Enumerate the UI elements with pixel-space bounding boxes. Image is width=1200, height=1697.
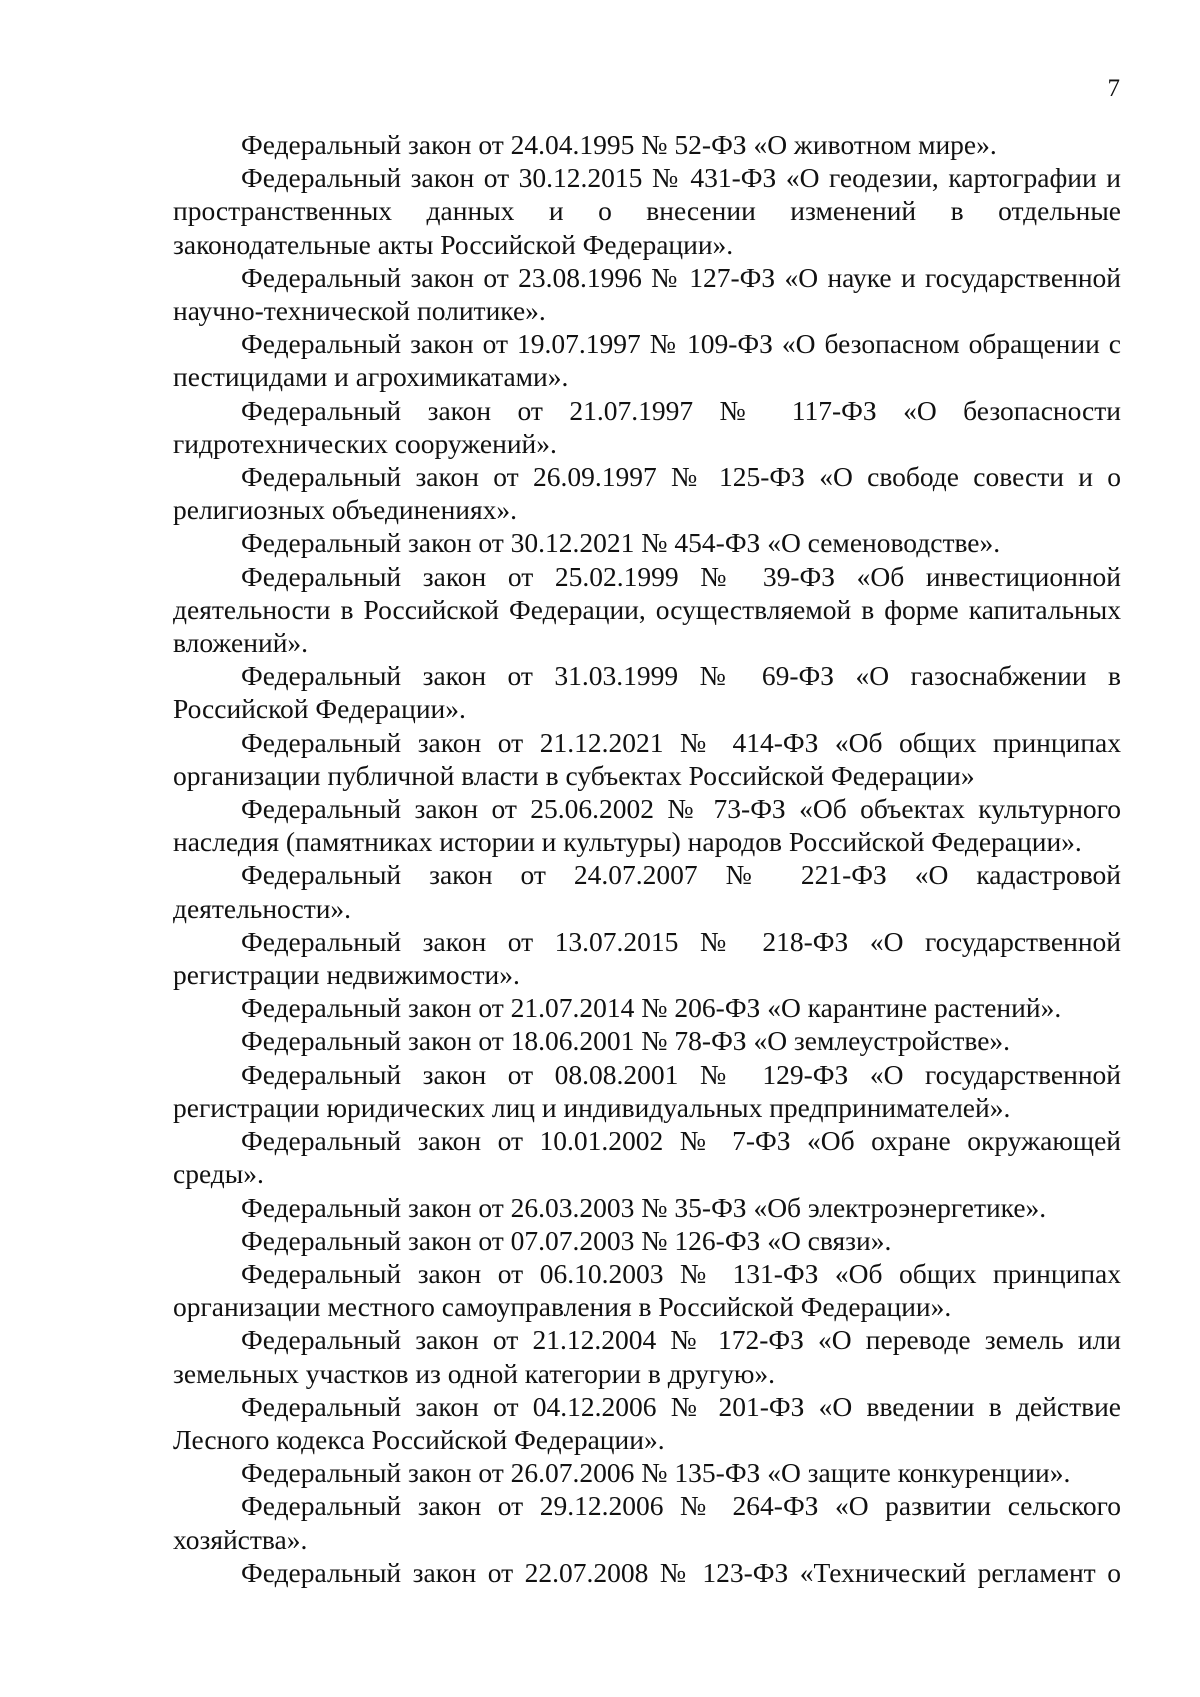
law-item: Федеральный закон от 24.07.2007 № 221-ФЗ «О кадастровой деятельности». xyxy=(173,859,1121,924)
law-item: Федеральный закон от 13.07.2015 № 218-ФЗ «О государственной регистрации недвижимости». xyxy=(173,925,1121,991)
law-item: Федеральный закон от 21.12.2004 № 172-ФЗ «О переводе земель или земельных участков из одной категории в другую». xyxy=(173,1324,1121,1389)
law-item: Федеральный закон от 26.03.2003 № 35-ФЗ «Об электроэнергетике». xyxy=(241,1191,1047,1223)
law-item: Федеральный закон от 18.06.2001 № 78-ФЗ «О землеустройстве». xyxy=(241,1025,1011,1057)
law-item: Федеральный закон от 26.07.2006 № 135-ФЗ «О защите конкуренции». xyxy=(241,1457,1071,1489)
law-item: Федеральный закон от 08.08.2001 № 129-ФЗ «О государственной регистрации юридических лиц и индивидуальных предпринимателей». xyxy=(173,1058,1121,1123)
law-item: Федеральный закон от 06.10.2003 № 131-ФЗ «Об общих принципах организации местного самоуправления в Российской Федерации». xyxy=(173,1257,1121,1323)
law-item: Федеральный закон от 25.02.1999 № 39-ФЗ «Об инвестиционной деятельности в Российской Федерации, осуществляемой в форме капитальных вложений». xyxy=(173,560,1121,659)
law-item: Федеральный закон от 30.12.2021 № 454-ФЗ «О семеноводстве». xyxy=(241,527,1001,559)
law-item: Федеральный закон от 26.09.1997 № 125-ФЗ «О свободе совести и о религиозных объединениях». xyxy=(173,461,1121,526)
law-item: Федеральный закон от 23.08.1996 № 127-ФЗ «О науке и государственной научно-технической политике». xyxy=(173,261,1121,327)
law-item: Федеральный закон от 31.03.1999 № 69-ФЗ «О газоснабжении в Российской Федерации». xyxy=(173,660,1121,725)
law-item: Федеральный закон от 25.06.2002 № 73-ФЗ «Об объектах культурного наследия (памятниках истории и культуры) народов Российской Федерации». xyxy=(173,793,1121,858)
law-item: Федеральный закон от 19.07.1997 № 109-ФЗ «О безопасном обращении с пестицидами и агрохимикатами». xyxy=(173,328,1121,393)
page-number: 7 xyxy=(1107,75,1120,102)
law-list xyxy=(173,128,1121,1589)
law-item: Федеральный закон от 04.12.2006 № 201-ФЗ «О введении в действие Лесного кодекса Российской Федерации». xyxy=(173,1390,1121,1455)
law-item: Федеральный закон от 21.07.1997 № 117-ФЗ «О безопасности гидротехнических сооружений». xyxy=(173,394,1121,459)
law-item: Федеральный закон от 29.12.2006 № 264-ФЗ «О развитии сельского хозяйства». xyxy=(173,1490,1121,1555)
law-item: Федеральный закон от 21.07.2014 № 206-ФЗ «О карантине растений». xyxy=(241,992,1062,1024)
law-item: Федеральный закон от 10.01.2002 № 7-ФЗ «Об охране окружающей среды». xyxy=(173,1125,1121,1190)
law-item: Федеральный закон от 21.12.2021 № 414-ФЗ «Об общих принципах организации публичной власти в субъектах Российской Федерации» xyxy=(173,726,1121,791)
law-item: Федеральный закон от 07.07.2003 № 126-ФЗ «О связи». xyxy=(241,1224,892,1256)
law-item-continued: Федеральный закон от 22.07.2008 № 123-ФЗ «Технический регламент о xyxy=(241,1556,1121,1588)
law-item: Федеральный закон от 24.04.1995 № 52-ФЗ «О животном мире». xyxy=(241,129,997,160)
law-item: Федеральный закон от 30.12.2015 № 431-ФЗ «О геодезии, картографии и пространственных данных и о внесении изменений в отдельные законодательные акты Российской Федерации». xyxy=(173,162,1121,260)
